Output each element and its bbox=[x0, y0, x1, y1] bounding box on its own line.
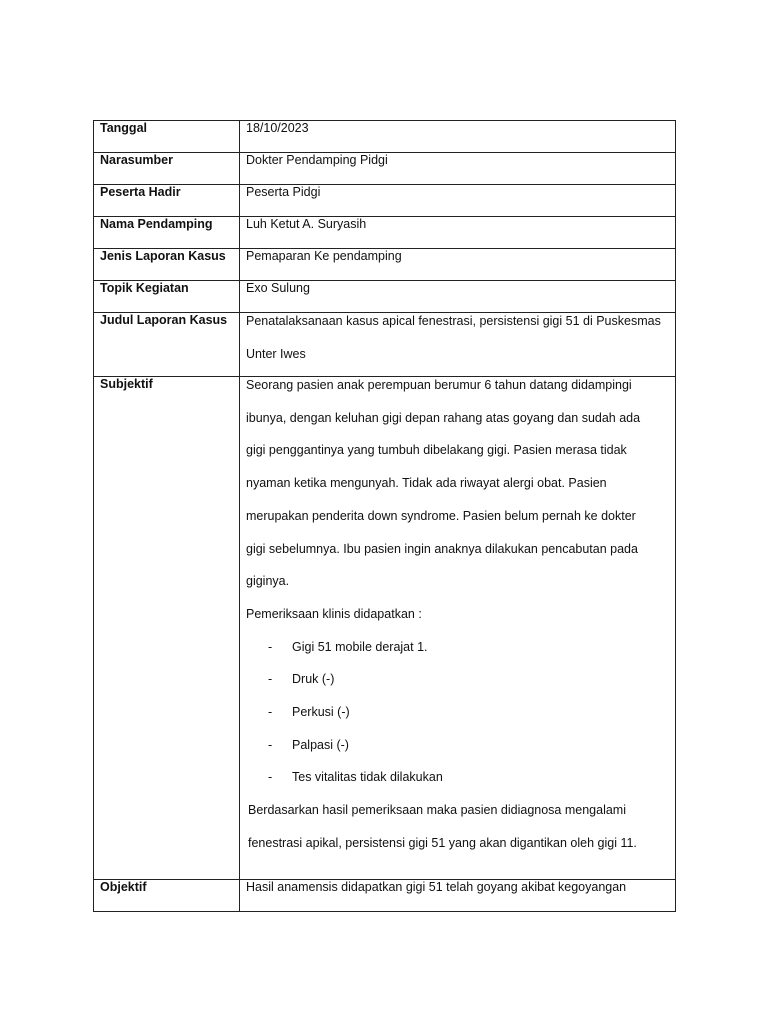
label-subjektif: Subjektif bbox=[94, 377, 240, 880]
label-nama-pendamping: Nama Pendamping bbox=[94, 217, 240, 249]
bullet-marker: - bbox=[268, 705, 273, 720]
row-peserta-hadir bbox=[94, 185, 676, 217]
list-item-text: Gigi 51 mobile derajat 1. bbox=[292, 639, 428, 654]
conclusion-line: fenestrasi apikal, persistensi gigi 51 yang akan digantikan oleh gigi 11. bbox=[248, 835, 637, 850]
list-item bbox=[246, 761, 669, 794]
judul-line: Unter Iwes bbox=[246, 346, 306, 361]
exam-list bbox=[246, 631, 669, 795]
list-item-text: Perkusi (-) bbox=[292, 705, 350, 720]
label-topik-kegiatan: Topik Kegiatan bbox=[94, 281, 240, 313]
conclusion-line: Berdasarkan hasil pemeriksaan maka pasien didiagnosa mengalami bbox=[248, 803, 626, 818]
subjektif-line: nyaman ketika mengunyah. Tidak ada riwayat alergi obat. Pasien bbox=[246, 476, 607, 491]
label-tanggal: Tanggal bbox=[94, 121, 240, 153]
subjektif-line: gigi sebelumnya. Ibu pasien ingin anaknya dilakukan pencabutan pada bbox=[246, 541, 638, 556]
row-subjektif bbox=[94, 377, 676, 880]
list-item-text: Druk (-) bbox=[292, 672, 335, 687]
list-item bbox=[246, 663, 669, 696]
value-judul bbox=[240, 313, 676, 377]
bullet-marker: - bbox=[268, 639, 273, 654]
value-nama-pendamping: Luh Ketut A. Suryasih bbox=[240, 217, 676, 249]
value-objektif: Hasil anamensis didapatkan gigi 51 telah goyang akibat kegoyangan bbox=[240, 880, 676, 912]
row-judul bbox=[94, 313, 676, 377]
row-narasumber bbox=[94, 153, 676, 185]
bullet-marker: - bbox=[268, 672, 273, 687]
value-narasumber: Dokter Pendamping Pidgi bbox=[240, 153, 676, 185]
subjektif-line: giginya. bbox=[246, 574, 290, 589]
list-item bbox=[246, 696, 669, 729]
row-objektif bbox=[94, 880, 676, 912]
list-item bbox=[246, 729, 669, 762]
label-narasumber: Narasumber bbox=[94, 153, 240, 185]
exam-intro: Pemeriksaan klinis didapatkan : bbox=[246, 606, 422, 621]
value-tanggal: 18/10/2023 bbox=[240, 121, 676, 153]
label-jenis-laporan: Jenis Laporan Kasus bbox=[94, 249, 240, 281]
label-judul: Judul Laporan Kasus bbox=[94, 313, 240, 377]
value-peserta-hadir: Peserta Pidgi bbox=[240, 185, 676, 217]
label-peserta-hadir: Peserta Hadir bbox=[94, 185, 240, 217]
value-subjektif bbox=[240, 377, 676, 880]
subjektif-line: gigi penggantinya yang tumbuh dibelakang gigi. Pasien merasa tidak bbox=[246, 443, 627, 458]
row-jenis-laporan bbox=[94, 249, 676, 281]
row-nama-pendamping bbox=[94, 217, 676, 249]
subjektif-line: merupakan penderita down syndrome. Pasien belum pernah ke dokter bbox=[246, 508, 636, 523]
judul-line: Penatalaksanaan kasus apical fenestrasi, persistensi gigi 51 di Puskesmas bbox=[246, 314, 661, 328]
bullet-marker: - bbox=[268, 770, 273, 785]
list-item bbox=[246, 631, 669, 664]
list-item-text: Palpasi (-) bbox=[292, 737, 349, 752]
subjektif-line: ibunya, dengan keluhan gigi depan rahang atas goyang dan sudah ada bbox=[246, 410, 641, 425]
conclusion-paragraph bbox=[246, 794, 669, 859]
case-report-table bbox=[93, 120, 676, 912]
value-topik-kegiatan: Exo Sulung bbox=[240, 281, 676, 313]
subjektif-line: Seorang pasien anak perempuan berumur 6 tahun datang didampingi bbox=[246, 378, 632, 392]
bullet-marker: - bbox=[268, 737, 273, 752]
value-jenis-laporan: Pemaparan Ke pendamping bbox=[240, 249, 676, 281]
row-tanggal bbox=[94, 121, 676, 153]
list-item-text: Tes vitalitas tidak dilakukan bbox=[292, 770, 443, 785]
label-objektif: Objektif bbox=[94, 880, 240, 912]
subjektif-paragraph bbox=[246, 369, 669, 631]
